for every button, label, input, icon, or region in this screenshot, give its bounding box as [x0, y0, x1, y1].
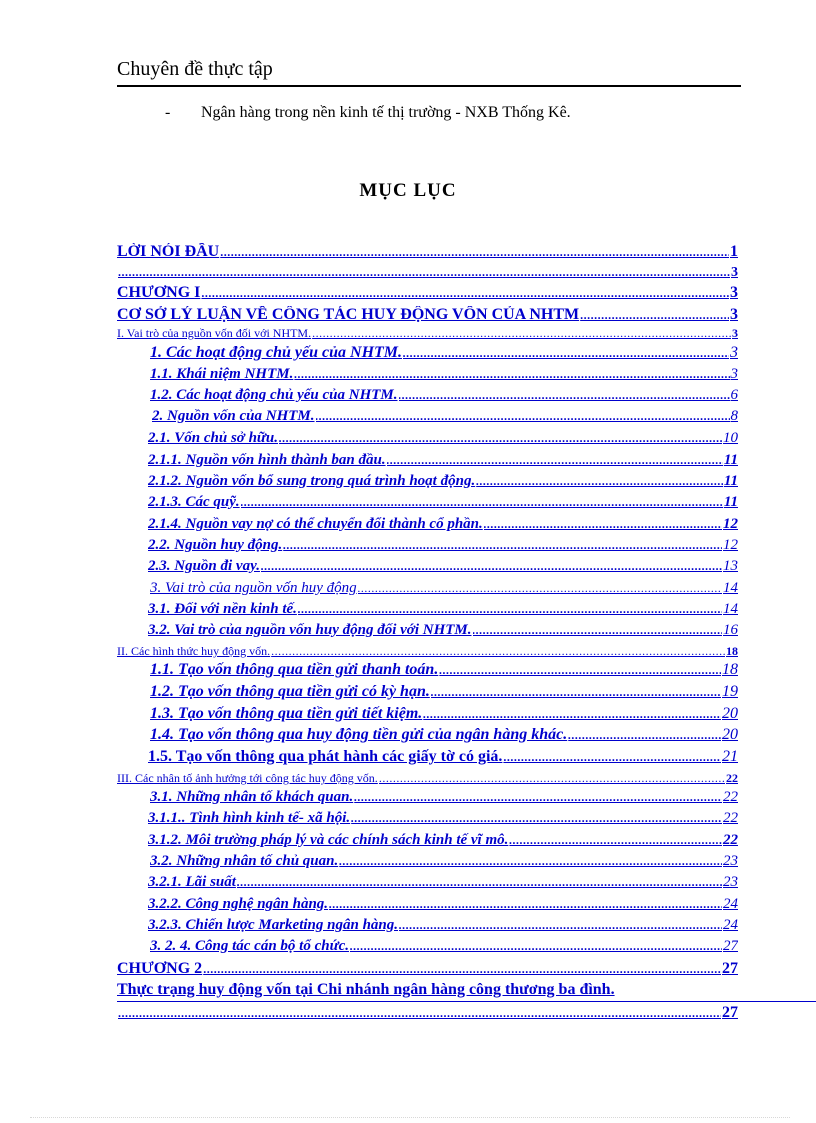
- toc-entry-text: 3.2. Vai trò của nguồn vốn huy động đối với NHTM.: [148, 622, 472, 638]
- dot-leader: [439, 663, 721, 678]
- toc-entry[interactable]: [148, 558, 738, 575]
- toc-entry-text: 1.1. Khái niệm NHTM.: [150, 366, 294, 382]
- dot-leader: [509, 833, 722, 848]
- dot-leader: [476, 474, 723, 489]
- toc-entry-page: 13: [723, 558, 738, 574]
- toc-entry-page: 20: [722, 705, 738, 722]
- toc-entry-text: 3.1. Những nhân tố khách quan.: [150, 789, 354, 805]
- dot-leader: [339, 854, 722, 869]
- toc-entry-page: 22: [726, 771, 738, 785]
- underline-rule: [117, 1001, 816, 1002]
- page-bottom-dotted-rule: [30, 1117, 790, 1118]
- toc-entry[interactable]: [148, 537, 738, 554]
- dot-leader: [379, 771, 725, 786]
- toc-entry-page: 3: [730, 306, 738, 323]
- toc-entry-page: 16: [723, 622, 738, 638]
- toc-entry[interactable]: [148, 622, 738, 639]
- dot-leader: [220, 245, 729, 260]
- toc-entry-text: CHƯƠNG I: [117, 284, 201, 301]
- toc-entry-page: 19: [722, 683, 738, 700]
- toc-entry[interactable]: [148, 430, 738, 447]
- toc-entry-text: 1.1. Tạo vốn thông qua tiền gửi thanh toán.: [150, 661, 439, 678]
- toc-entry-text: 1.2. Các hoạt động chủ yếu của NHTM.: [150, 387, 398, 403]
- dot-leader: [351, 811, 722, 826]
- toc-entry[interactable]: [117, 981, 816, 999]
- toc-entry-page: 3: [732, 326, 738, 340]
- toc-entry[interactable]: [150, 789, 738, 806]
- dot-leader: [283, 538, 722, 553]
- toc-entry-text: 1.3. Tạo vốn thông qua tiền gửi tiết kiệm.: [150, 705, 423, 722]
- toc-entry-page: 23: [723, 874, 738, 890]
- bullet: -: [165, 104, 171, 121]
- toc-entry[interactable]: [150, 387, 738, 404]
- toc-entry[interactable]: [117, 284, 738, 302]
- toc-entry[interactable]: [150, 661, 738, 679]
- toc-entry-text: 2.1.1. Nguồn vốn hình thành ban đầu.: [148, 452, 386, 468]
- toc-entry[interactable]: [148, 601, 738, 618]
- toc-entry-page: 3: [730, 344, 738, 361]
- toc-entry-page: 3: [731, 265, 738, 280]
- toc-entry-page: 3: [730, 366, 738, 382]
- dot-leader: [237, 875, 722, 890]
- toc-entry-text: 1.5. Tạo vốn thông qua phát hành các giấy tờ có giá.: [148, 748, 503, 765]
- toc-entry-text: Thực trạng huy động vốn tại Chi nhánh ngân hàng công thương ba đình.: [117, 981, 615, 998]
- toc-entry-page: 23: [723, 853, 738, 869]
- toc-entry-text: 3.2. Những nhân tố chủ quan.: [150, 853, 339, 869]
- toc-entry-page: 21: [722, 748, 738, 765]
- toc-entry-text: 3.2.3. Chiến lược Marketing ngân hàng.: [148, 917, 399, 933]
- dot-leader: [403, 346, 729, 361]
- toc-entry[interactable]: [117, 960, 738, 978]
- toc-entry[interactable]: [117, 243, 738, 261]
- toc-entry[interactable]: [150, 366, 738, 383]
- dot-leader: [431, 685, 721, 700]
- toc-entry-text: 2.1.4. Nguồn vay nợ có thể chuyển đổi thành cổ phần.: [148, 516, 483, 532]
- toc-entry-page: 8: [730, 408, 738, 424]
- toc-entry-page: 12: [723, 537, 738, 553]
- toc-entry[interactable]: [117, 326, 738, 341]
- toc-entry-text: CƠ SỞ LÝ LUẬN VỀ CÔNG TÁC HUY ĐỘNG VỐN CỦA NHTM: [117, 306, 580, 323]
- toc-entry-text: 1.4. Tạo vốn thông qua huy động tiền gửi của ngân hàng khác.: [150, 726, 568, 743]
- toc-entry-page: 10: [723, 430, 738, 446]
- toc-entry-text: I. Vai trò của nguồn vốn đối với NHTM.: [117, 326, 312, 340]
- dot-leader: [118, 265, 730, 280]
- toc-title: MỤC LỤC: [359, 180, 457, 201]
- toc-entry[interactable]: [117, 1004, 738, 1022]
- toc-entry[interactable]: [150, 683, 738, 701]
- dot-leader: [316, 409, 730, 424]
- dot-leader: [580, 308, 729, 323]
- toc-entry-text: 3.1.1.. Tình hình kinh tế- xã hội.: [148, 810, 351, 826]
- toc-entry-page: 12: [723, 516, 738, 532]
- toc-entry[interactable]: [150, 580, 738, 597]
- toc-entry[interactable]: [148, 452, 738, 469]
- toc-entry-text: LỜI NÓI ĐẦU: [117, 243, 220, 260]
- reference-line: [165, 104, 571, 122]
- toc-entry-text: 3. 2. 4. Công tác cán bộ tổ chức.: [150, 938, 349, 954]
- toc-entry[interactable]: [117, 771, 738, 786]
- toc-entry[interactable]: [148, 748, 738, 766]
- toc-entry[interactable]: [148, 917, 738, 934]
- toc-entry-page: 3: [730, 284, 738, 301]
- toc-entry-text: 3.1. Đối với nền kinh tế.: [148, 601, 297, 617]
- toc-entry-page: 24: [723, 917, 738, 933]
- toc-entry[interactable]: [117, 306, 738, 324]
- dot-leader: [271, 644, 725, 659]
- dot-leader: [399, 388, 730, 403]
- dot-leader: [298, 602, 722, 617]
- toc-entry-page: 24: [723, 896, 738, 912]
- dot-leader: [503, 750, 721, 765]
- toc-entry-page: 14: [723, 580, 738, 596]
- dot-leader: [312, 326, 731, 341]
- toc-entry-text: 2.1.3. Các quỹ.: [148, 494, 240, 510]
- toc-entry-page: 18: [726, 644, 738, 658]
- dot-leader: [329, 897, 722, 912]
- toc-entry-page: 22: [723, 832, 738, 848]
- dot-leader: [354, 790, 722, 805]
- toc-entry-page: 18: [722, 661, 738, 678]
- header-title: Chuyên đề thực tập: [117, 58, 273, 80]
- toc-entry[interactable]: [150, 705, 738, 723]
- toc-entry-text: 3.1.2. Môi trường pháp lý và các chính sách kinh tế vĩ mô.: [148, 832, 509, 848]
- toc-entry[interactable]: [150, 853, 738, 870]
- toc-entry[interactable]: [148, 832, 738, 849]
- toc-entry[interactable]: [117, 265, 738, 281]
- dot-leader: [399, 918, 722, 933]
- toc-entry-text: 2.1.2. Nguồn vốn bổ sung trong quá trình hoạt động.: [148, 473, 476, 489]
- toc-entry[interactable]: [148, 494, 738, 511]
- toc-entry-text: 2.1. Vốn chủ sở hữu.: [148, 430, 278, 446]
- toc-entry-text: 3.2.2. Công nghệ ngân hàng.: [148, 896, 329, 912]
- dot-leader: [279, 431, 722, 446]
- dot-leader: [118, 1006, 721, 1021]
- dot-leader: [261, 559, 722, 574]
- toc-entry[interactable]: [152, 408, 738, 425]
- toc-entry-text: 1.2. Tạo vốn thông qua tiền gửi có kỳ hạn.: [150, 683, 430, 700]
- toc-entry[interactable]: [148, 896, 738, 913]
- dot-leader: [387, 453, 723, 468]
- toc-entry-page: 27: [722, 1004, 738, 1021]
- toc-entry-text: CHƯƠNG 2: [117, 960, 203, 977]
- page-header: [117, 58, 741, 87]
- toc-entry-page: 1: [730, 243, 738, 260]
- toc-entry-text: 2.2. Nguồn huy động.: [148, 537, 283, 553]
- reference-text: Ngân hàng trong nền kinh tế thị trường - NXB Thống Kê.: [201, 104, 571, 121]
- dot-leader: [473, 623, 722, 638]
- toc-entry[interactable]: [150, 938, 738, 955]
- toc-entry-page: 27: [722, 960, 738, 977]
- toc-entry-text: II. Các hình thức huy động vốn.: [117, 644, 271, 658]
- toc-entry-page: 6: [730, 387, 738, 403]
- toc-entry-text: 2. Nguồn vốn của NHTM.: [152, 408, 315, 424]
- toc-entry[interactable]: [117, 644, 738, 659]
- toc-entry-text: 1. Các hoạt động chủ yếu của NHTM.: [150, 344, 403, 361]
- toc-entry-text: 3. Vai trò của nguồn vốn huy động: [150, 580, 357, 596]
- toc-entry-text: III. Các nhân tố ảnh hưởng tới công tác huy động vốn.: [117, 771, 378, 785]
- dot-leader: [484, 517, 722, 532]
- dot-leader: [203, 962, 721, 977]
- toc-entry-page: 11: [723, 473, 738, 489]
- toc-entry[interactable]: [150, 344, 738, 362]
- toc-entry-text: 3.2.1. Lãi suất: [148, 874, 236, 890]
- dot-leader: [294, 367, 729, 382]
- dot-leader: [423, 707, 721, 722]
- toc-entry-page: 11: [723, 452, 738, 468]
- toc-entry[interactable]: [148, 473, 738, 490]
- toc-entry-page: 11: [723, 494, 738, 510]
- toc-entry[interactable]: [148, 810, 738, 827]
- toc-entry-page: 22: [723, 789, 738, 805]
- dot-leader: [568, 728, 721, 743]
- toc-entry-page: 20: [722, 726, 738, 743]
- toc-entry[interactable]: [148, 516, 738, 533]
- toc-entry-page: 22: [723, 810, 738, 826]
- toc-entry-page: 14: [723, 601, 738, 617]
- dot-leader: [358, 581, 722, 596]
- toc-entry[interactable]: [148, 874, 738, 891]
- dot-leader: [241, 495, 723, 510]
- toc-entry[interactable]: [150, 726, 738, 744]
- toc-entry-text: 2.3. Nguồn đi vay.: [148, 558, 260, 574]
- dot-leader: [350, 939, 722, 954]
- dot-leader: [201, 286, 729, 301]
- toc-entry-page: 27: [723, 938, 738, 954]
